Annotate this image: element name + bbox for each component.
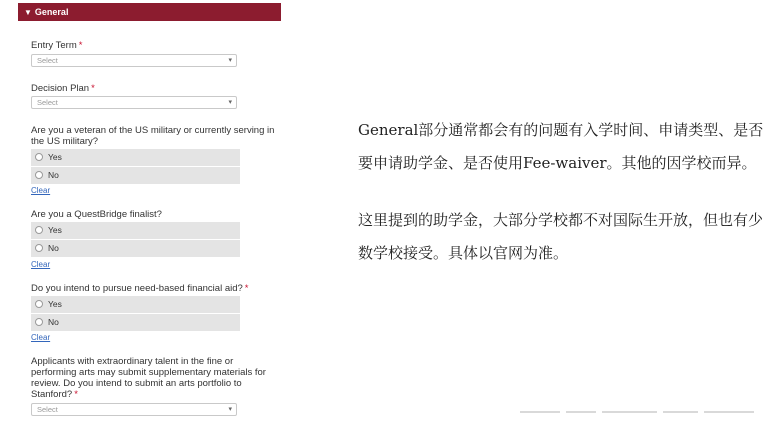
veteran-question-label: Are you a veteran of the US military or currently serving in the US military? [31,125,275,147]
radio-label: No [48,243,59,253]
required-asterisk: * [74,389,78,400]
required-asterisk: * [244,283,249,294]
radio-circle-icon [35,318,43,326]
section-title: General [34,7,69,17]
decision-plan-select-value: Select [37,98,58,107]
financial-aid-radio-yes[interactable] [31,296,240,313]
commentary-paragraph-2: 这里提到的助学金，大部分学校都不对国际生开放，但也有少数学校接受。具体以官网为准。 [358,211,764,262]
decision-plan-label [31,83,277,94]
veteran-radio-no[interactable] [31,167,240,184]
entry-term-select-value: Select [37,56,58,65]
arts-portfolio-label-text: Applicants with extraordinary talent in the fine or performing arts may submit supplementary materials for review. Do you intend to submit an arts portfolio to Stanford? [31,356,266,400]
radio-circle-icon [35,300,43,308]
financial-aid-label-text: Do you intend to pursue need-based financial aid? [31,283,243,294]
veteran-radio-yes[interactable] [31,149,240,166]
arts-portfolio-question-label [31,356,277,400]
general-section-header[interactable] [18,3,281,21]
arts-portfolio-select-value: Select [37,405,58,414]
required-asterisk: * [91,83,95,94]
veteran-clear-link[interactable]: Clear [31,186,51,195]
decision-plan-label-text: Decision Plan [31,83,90,94]
entry-term-label-text: Entry Term [31,40,77,51]
collapse-triangle-icon: ▼ [24,8,32,17]
radio-circle-icon [35,244,43,252]
financial-aid-radio-no[interactable] [31,314,240,331]
radio-label: No [48,317,59,327]
application-form-panel [18,0,281,415]
radio-label: Yes [48,152,62,162]
questbridge-question-label: Are you a QuestBridge finalist? [31,209,162,220]
required-asterisk: * [78,40,83,51]
radio-label: Yes [48,299,62,309]
questbridge-radio-no[interactable] [31,240,240,257]
radio-circle-icon [35,153,43,161]
arts-portfolio-select[interactable] [31,403,237,416]
entry-term-select[interactable] [31,54,237,67]
footer-divider [520,411,770,415]
chevron-down-icon: ▾ [228,99,232,106]
chevron-down-icon: ▾ [228,406,232,413]
radio-circle-icon [35,226,43,234]
radio-circle-icon [35,171,43,179]
financial-aid-clear-link[interactable]: Clear [31,333,51,342]
commentary-paragraph-1: General部分通常都会有的问题有入学时间、申请类型、是否要申请助学金、是否使用Fee-waiver。其他的因学校而异。 [358,121,764,172]
commentary-text [358,114,768,270]
questbridge-radio-yes[interactable] [31,222,240,239]
decision-plan-select[interactable] [31,96,237,109]
financial-aid-question-label [31,283,277,294]
chevron-down-icon: ▾ [228,57,232,64]
entry-term-label [31,40,277,51]
questbridge-clear-link[interactable]: Clear [31,260,51,269]
radio-label: Yes [48,225,62,235]
radio-label: No [48,170,59,180]
